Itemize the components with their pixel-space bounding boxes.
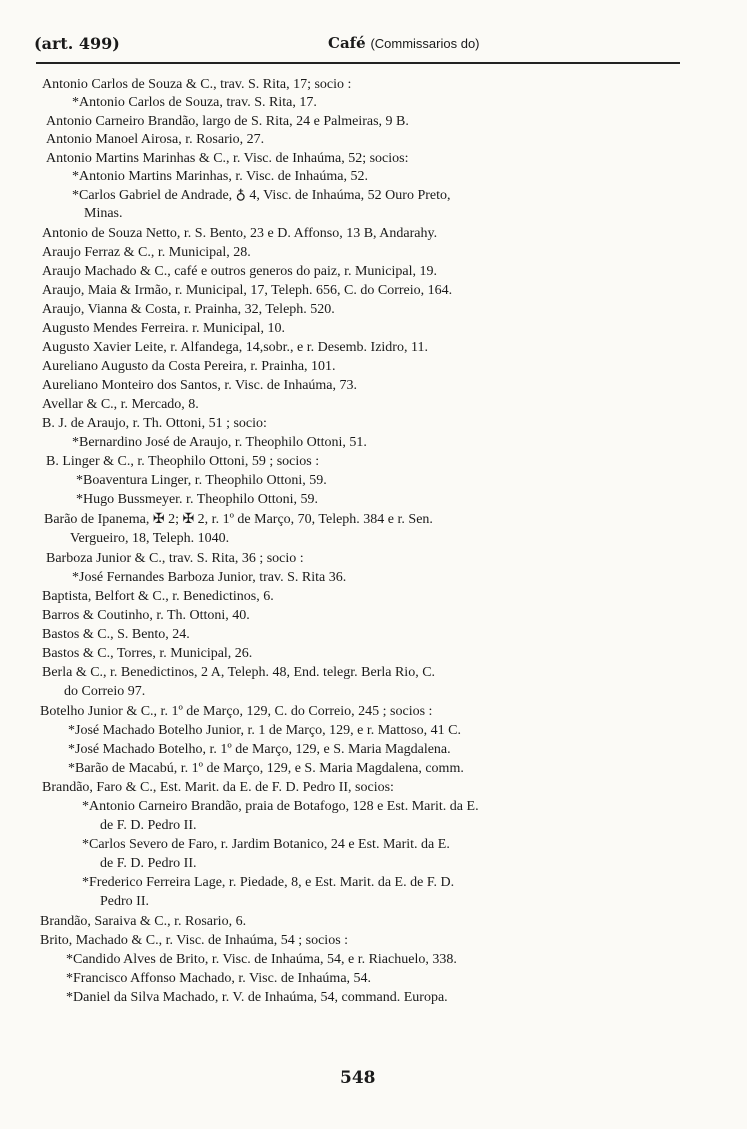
entry-line: Augusto Mendes Ferreira. r. Municipal, 10.	[42, 321, 286, 336]
subsection-name: (Commissarios do)	[370, 36, 480, 51]
entry-line: *Francisco Affonso Machado, r. Visc. de Inhaúma, 54.	[66, 971, 372, 986]
entry-line: *Hugo Bussmeyer. r. Theophilo Ottoni, 59.	[76, 492, 319, 507]
entry-line: *Daniel da Silva Machado, r. V. de Inhaúma, 54, command. Europa.	[66, 990, 448, 1005]
entry-line: Berla & C., r. Benedictinos, 2 A, Teleph. 48, End. telegr. Berla Rio, C.	[42, 665, 436, 680]
header-rule	[36, 62, 680, 64]
entry-line: Vergueiro, 18, Teleph. 1040.	[70, 531, 230, 546]
entry-line: Antonio de Souza Netto, r. S. Bento, 23 e D. Affonso, 13 B, Andarahy.	[42, 226, 438, 241]
entry-line: Botelho Junior & C., r. 1º de Março, 129, C. do Correio, 245 ; socios :	[40, 704, 433, 719]
entry-line: *Antonio Martins Marinhas, r. Visc. de Inhaúma, 52.	[72, 169, 368, 184]
section-name: Café	[328, 34, 366, 52]
entry-line: Brito, Machado & C., r. Visc. de Inhaúma, 54 ; socios :	[40, 933, 349, 948]
entry-line: de F. D. Pedro II.	[100, 856, 197, 871]
entry-line: Minas.	[84, 206, 123, 221]
entry-line: Antonio Carneiro Brandão, largo de S. Rita, 24 e Palmeiras, 9 B.	[46, 114, 409, 129]
entry-line: *José Fernandes Barboza Junior, trav. S. Rita 36.	[72, 570, 347, 585]
entry-line: *Carlos Severo de Faro, r. Jardim Botanico, 24 e Est. Marit. da E.	[82, 837, 450, 852]
entry-line: Aureliano Monteiro dos Santos, r. Visc. de Inhaúma, 73.	[42, 378, 358, 393]
entry-line: B. Linger & C., r. Theophilo Ottoni, 59 ; socios :	[46, 454, 320, 469]
entry-line: *José Machado Botelho Junior, r. 1 de Março, 129, e r. Mattoso, 41 C.	[68, 723, 461, 738]
entry-line: Antonio Manoel Airosa, r. Rosario, 27.	[46, 132, 265, 147]
running-header	[34, 34, 684, 58]
entry-line: Barros & Coutinho, r. Th. Ottoni, 40.	[42, 608, 250, 623]
page-number: 548	[340, 1068, 376, 1088]
entry-line: Bastos & C., Torres, r. Municipal, 26.	[42, 646, 253, 661]
entry-line: B. J. de Araujo, r. Th. Ottoni, 51 ; socio:	[42, 416, 267, 431]
entry-line: Barão de Ipanema, ✠ 2; ✠ 2, r. 1º de Março, 70, Teleph. 384 e r. Sen.	[44, 512, 433, 527]
entry-line: *Antonio Carlos de Souza, trav. S. Rita, 17.	[72, 95, 317, 110]
entry-line: Brandão, Faro & C., Est. Marit. da E. de F. D. Pedro II, socios:	[42, 780, 394, 795]
entry-line: Araujo Ferraz & C., r. Municipal, 28.	[42, 245, 251, 260]
entry-line: *Carlos Gabriel de Andrade, ♁ 4, Visc. de Inhaúma, 52 Ouro Preto,	[72, 188, 451, 203]
entry-line: Antonio Carlos de Souza & C., trav. S. Rita, 17; socio :	[42, 77, 352, 92]
entry-line: Araujo, Vianna & Costa, r. Prainha, 32, Teleph. 520.	[42, 302, 335, 317]
entry-line: *Barão de Macabú, r. 1º de Março, 129, e S. Maria Magdalena, comm.	[68, 761, 464, 776]
entry-line: *Candido Alves de Brito, r. Visc. de Inhaúma, 54, e r. Riachuelo, 338.	[66, 952, 457, 967]
entry-line: do Correio 97.	[64, 684, 146, 699]
entry-line: de F. D. Pedro II.	[100, 818, 197, 833]
article-number: (art. 499)	[34, 34, 120, 53]
entry-line: Araujo Machado & C., café e outros generos do paiz, r. Municipal, 19.	[42, 264, 438, 279]
entry-line: Brandão, Saraiva & C., r. Rosario, 6.	[40, 914, 247, 929]
entry-line: *Antonio Carneiro Brandão, praia de Botafogo, 128 e Est. Marit. da E.	[82, 799, 479, 814]
entry-line: Barboza Junior & C., trav. S. Rita, 36 ; socio :	[46, 551, 304, 566]
entry-line: *Bernardino José de Araujo, r. Theophilo Ottoni, 51.	[72, 435, 367, 450]
entry-line: Bastos & C., S. Bento, 24.	[42, 627, 190, 642]
entry-line: Araujo, Maia & Irmão, r. Municipal, 17, Teleph. 656, C. do Correio, 164.	[42, 283, 453, 298]
entry-line: Pedro II.	[100, 894, 149, 909]
entry-line: Baptista, Belfort & C., r. Benedictinos, 6.	[42, 589, 274, 604]
entry-line: *José Machado Botelho, r. 1º de Março, 129, e S. Maria Magdalena.	[68, 742, 451, 757]
entry-line: *Boaventura Linger, r. Theophilo Ottoni, 59.	[76, 473, 327, 488]
entry-line: Aureliano Augusto da Costa Pereira, r. Prainha, 101.	[42, 359, 336, 374]
entry-line: Avellar & C., r. Mercado, 8.	[42, 397, 199, 412]
section-title	[328, 34, 480, 52]
entry-line: *Frederico Ferreira Lage, r. Piedade, 8, e Est. Marit. da E. de F. D.	[82, 875, 455, 890]
entry-line: Augusto Xavier Leite, r. Alfandega, 14,sobr., e r. Desemb. Izidro, 11.	[42, 340, 428, 355]
entry-line: Antonio Martins Marinhas & C., r. Visc. de Inhaúma, 52; socios:	[46, 151, 409, 166]
